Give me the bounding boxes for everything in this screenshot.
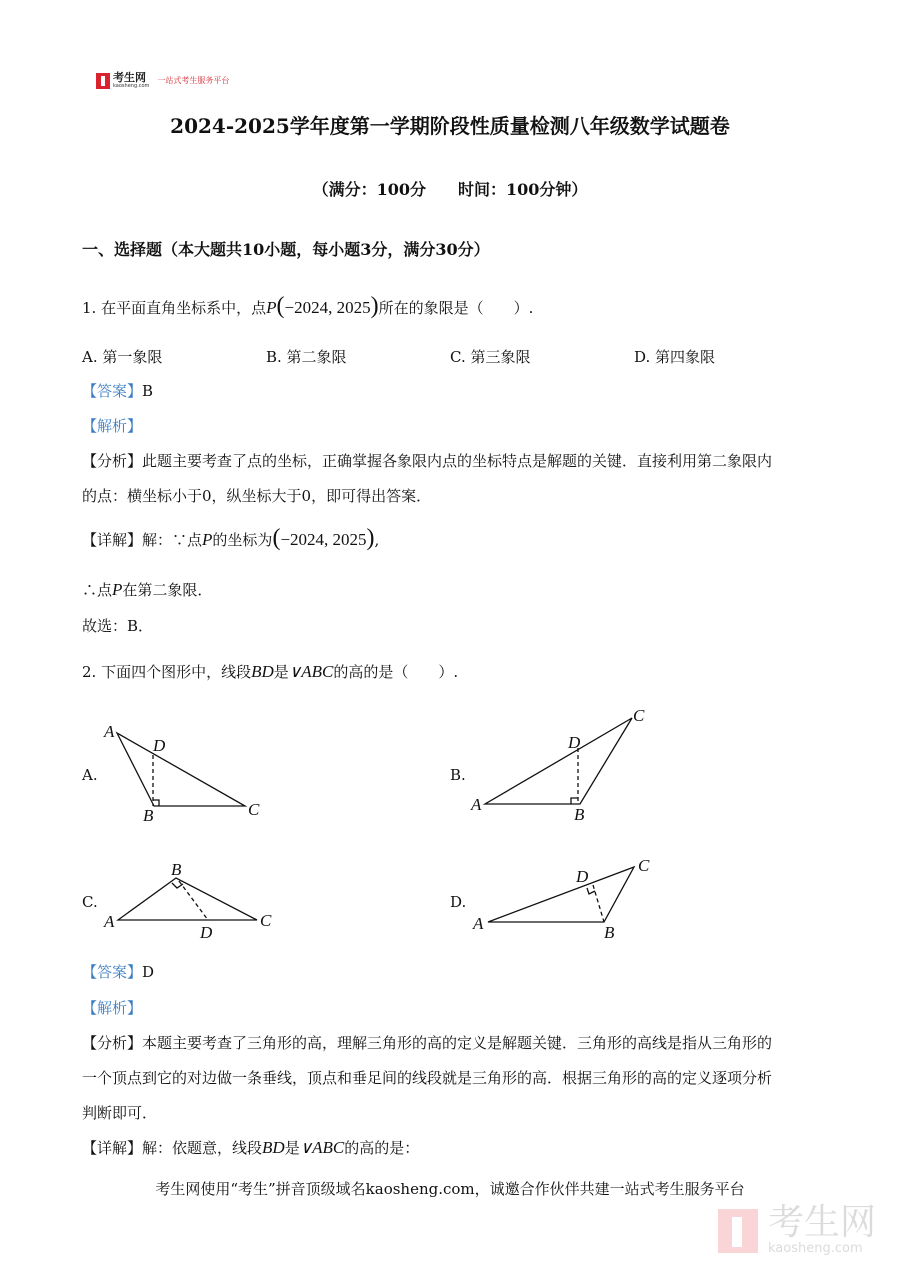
xiangjie-text: , [374,531,380,549]
xiangjie-text: 解：依题意，线段 [142,1139,263,1157]
vertex-label: A [473,914,484,933]
vertex-label: A [104,912,115,931]
answer-tag: 【答案】 [82,963,143,981]
vertex-label: D [200,923,213,942]
segment-label: BD [262,1138,285,1157]
logo-name: 考生网 [113,71,146,84]
point-coords: −2024, 2025 [280,530,367,549]
vertex-label: A [471,795,482,814]
page-title: 2024-2025学年度第一学期阶段性质量检测八年级数学试题卷 [170,114,730,138]
point-label: P [266,298,277,317]
point-coords: −2024, 2025 [284,298,371,317]
q2-answer [82,962,154,982]
section-heading: 一、选择题（本大题共10小题，每小题3分，满分30分） [82,240,490,259]
q1-stem-end: 所在的象限是（ ）. [378,299,534,317]
point-label: P [202,530,213,549]
q2-stem-text: 2. 下面四个图形中，线段 [82,663,252,681]
xiangjie-text: 的坐标为 [212,531,273,549]
logo-slogan: 一站式考生服务平台 [157,76,230,85]
fenxi-text: 本题主要考查了三角形的高，理解三角形的高的定义是解题关键．三角形的高线是指从三角形的 [142,1034,773,1052]
vertex-label: C [638,856,650,875]
vertex-label: B [604,923,615,942]
fenxi-tag: 【分析】 [82,1034,143,1052]
therefore-text: ∴点 [82,581,113,599]
vertex-label: C [633,706,645,725]
xiangjie-tag: 【详解】 [82,531,143,549]
q2-option-a-label: A. [82,766,98,784]
q1-stem: 1. 在平面直角坐标系中，点P(−2024, 2025)所在的象限是（ ）. [82,293,534,319]
q2-fenxi-2: 一个顶点到它的对边做一条垂线，顶点和垂足间的线段就是三角形的高．根据三角形的高的定义逐项分析 [82,1069,773,1087]
answer-tag: 【答案】 [82,382,143,400]
q1-option-b: B. 第二象限 [266,348,347,366]
logo-domain: kaosheng.com [113,83,150,89]
watermark [718,1202,877,1256]
vertex-label: C [248,800,260,819]
q2-analysis-tag: 【解析】 [82,999,143,1017]
q2-stem-text: 的高的是（ ）. [333,663,459,681]
q2-xiangjie [82,1138,419,1158]
watermark-logo-icon [718,1209,758,1253]
q2-stem-text: 是 [273,663,289,681]
q1-xiangjie: 【详解】解：∵点P的坐标为(−2024, 2025), [82,525,380,551]
answer-value: B [142,382,154,400]
fenxi-text: 此题主要考查了点的坐标，正确掌握各象限内点的坐标特点是解题的关键．直接利用第二象限内 [142,452,773,470]
vertex-label: D [568,733,581,752]
watermark-domain: kaosheng.com [768,1241,863,1256]
vertex-label: B [171,860,182,879]
q1-fenxi-2: 的点：横坐标小于0，纵坐标大于0，即可得出答案． [82,487,432,505]
figure-d [488,867,634,922]
q2-fenxi-3: 判断即可． [82,1104,158,1122]
therefore-text: 在第二象限． [122,581,213,599]
page-subtitle: （满分：100分 时间：100分钟） [312,180,588,199]
xiangjie-text: 是 [284,1139,300,1157]
page-footer: 考生网使用“考生”拼音顶级域名kaosheng.com，诚邀合作伙伴共建一站式考生服务平台 [155,1180,745,1198]
xiangjie-tag: 【详解】 [82,1139,143,1157]
q1-option-c: C. 第三象限 [450,348,531,366]
answer-value: D [142,963,155,981]
fenxi-tag: 【分析】 [82,452,143,470]
xiangjie-text: 的高的是： [344,1139,420,1157]
q1-choose: 故选：B． [82,617,154,635]
q1-stem-text: 1. 在平面直角坐标系中，点 [82,299,267,317]
figure-b [485,718,632,804]
vertex-label: D [153,736,166,755]
q1-option-a: A. 第一象限 [82,348,163,366]
q2-option-c-label: C. [82,893,98,911]
vertex-label: A [104,722,115,741]
figure-a [117,733,245,806]
vertex-label: C [260,911,272,930]
q1-analysis-tag: 【解析】 [82,417,143,435]
triangle-label: ∨ABC [299,1138,345,1157]
vertex-label: B [574,805,585,824]
vertex-label: D [576,867,589,886]
q2-option-d-label: D. [450,893,467,911]
segment-label: BD [251,662,274,681]
watermark-name: 考生网 [768,1202,877,1243]
xiangjie-text: 解：∵点 [142,531,203,549]
figure-c [118,878,257,920]
q2-option-b-label: B. [450,766,466,784]
q2-fenxi-1 [82,1033,772,1053]
point-label: P [112,580,123,599]
q1-option-d: D. 第四象限 [634,348,716,366]
vertex-label: B [143,806,154,825]
triangle-label: ∨ABC [288,662,334,681]
